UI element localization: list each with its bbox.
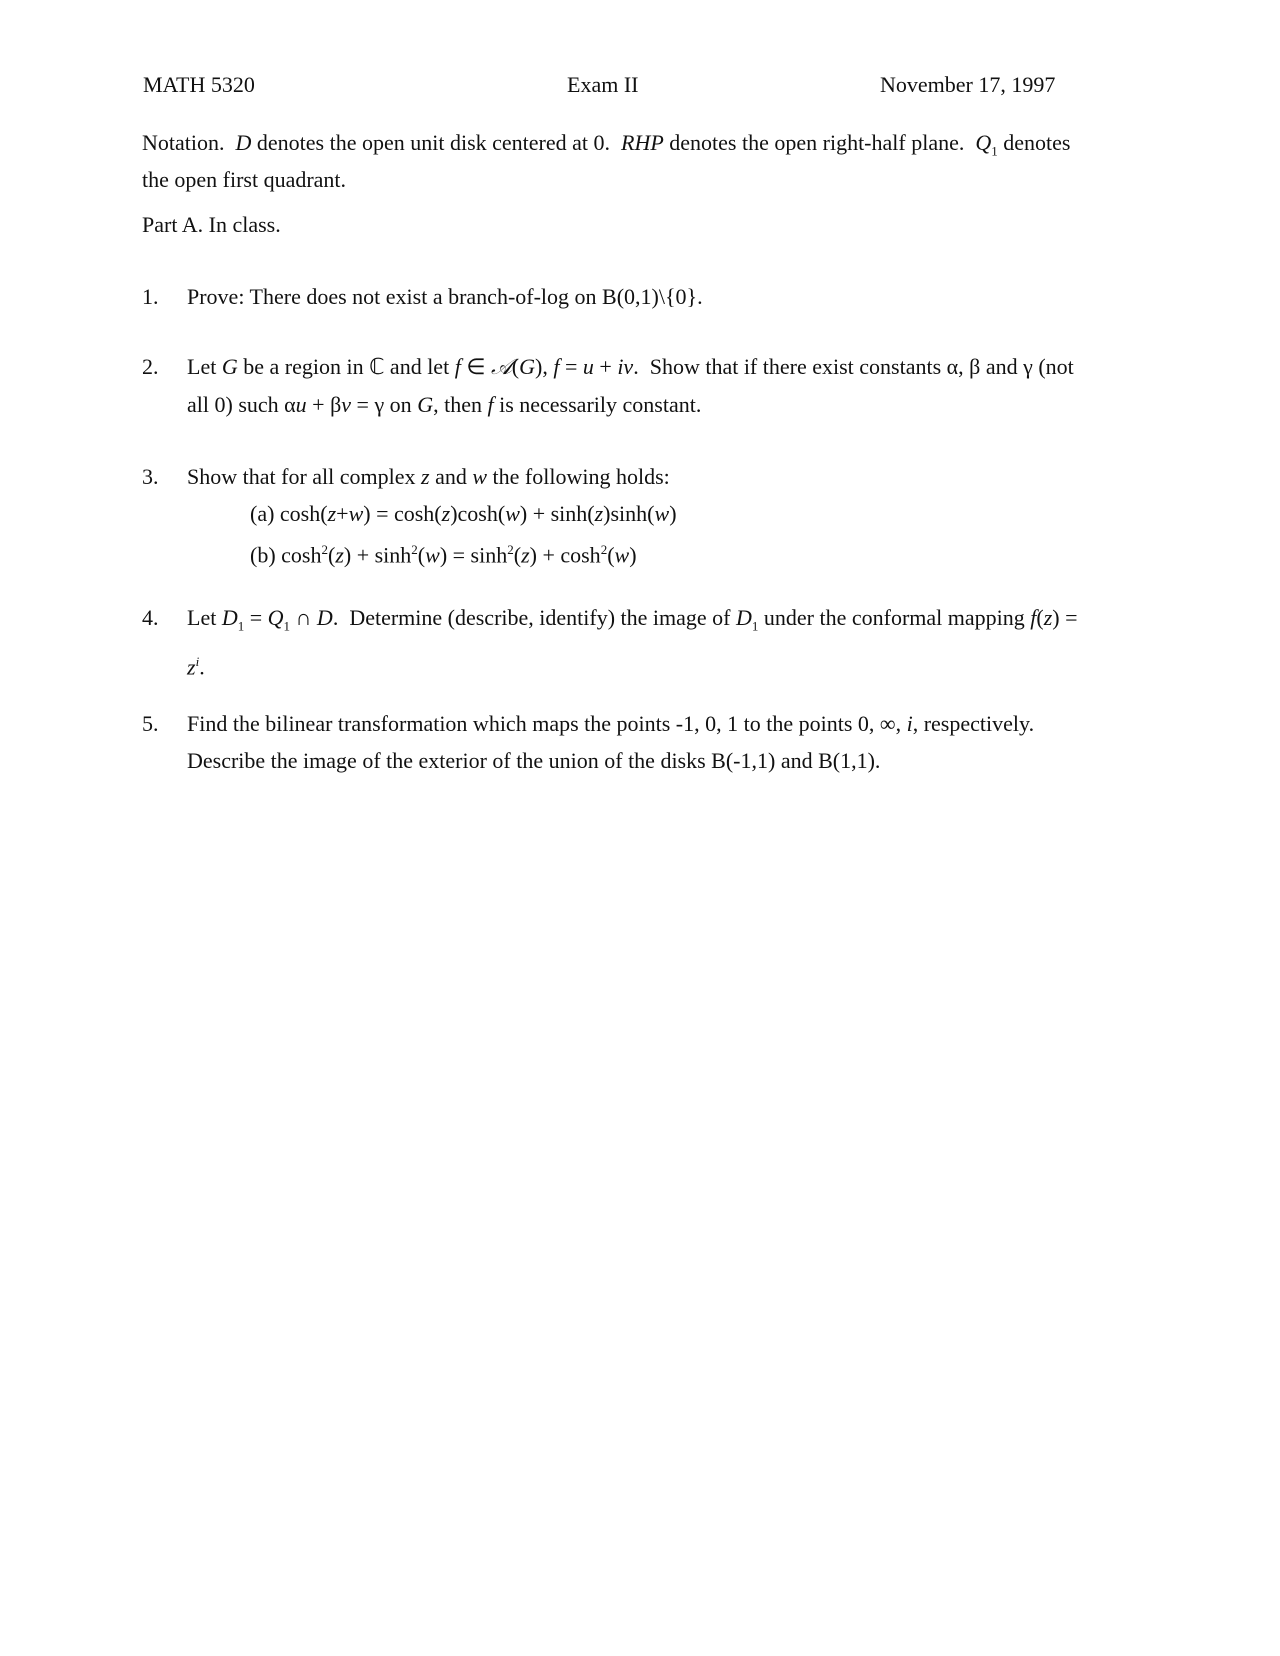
- problem-1-text: Prove: There does not exist a branch-of-log on B(0,1)\{0}.: [187, 284, 703, 309]
- problem-5: 5. Find the bilinear transformation which maps the points -1, 0, 1 to the points 0, ∞, i, respectively. Describe the image of the exterior of the union of the disks B(-1,1) and B(1,1).: [142, 711, 1040, 773]
- problem-4: 4. Let $D_1 = Q_1$ ∩ D. Determine (describe, identify) the image of $D_1$ under the conformal mapping $f(z) = z^i$.: [142, 605, 1078, 680]
- identity-b: (b) $\cosh^2(z) + \sinh^2(w) = \sinh^2(z) + \cosh^2(w)$: [250, 542, 637, 568]
- course-number: MATH 5320: [143, 72, 255, 97]
- problem-2: 2. Let G be a region in ℂ and let f ∈ 𝒜(G), f = u + iv. Show that if there exist constants α, β and γ (not all 0) such αu + βv = γ on G, then f is necessarily constant.: [142, 354, 1074, 417]
- part-heading: Part A. In class.: [142, 212, 281, 237]
- problem-1: 1. Prove: There does not exist a branch-of-log on B(0,1)\{0}.: [142, 278, 1082, 316]
- notation-paragraph: Notation. D denotes the open unit disk centered at 0. RHP denotes the open right-half plane. $Q_1$ denotes the open first quadrant.: [142, 130, 1071, 193]
- exam-date: November 17, 1997: [880, 72, 1056, 97]
- problem-3: 3. Show that for all complex z and w the following holds: (a) cosh(z+w) = cosh(z)cosh(w) + sinh(z)sinh(w) (b) $\cosh^2(z) + \sinh^2(w) = \sinh^2(z) + \cosh^2(w)$: [142, 458, 1082, 573]
- exam-title: Exam II: [567, 72, 639, 97]
- identity-a: (a) cosh(z+w) = cosh(z)cosh(w) + sinh(z)sinh(w): [250, 501, 677, 526]
